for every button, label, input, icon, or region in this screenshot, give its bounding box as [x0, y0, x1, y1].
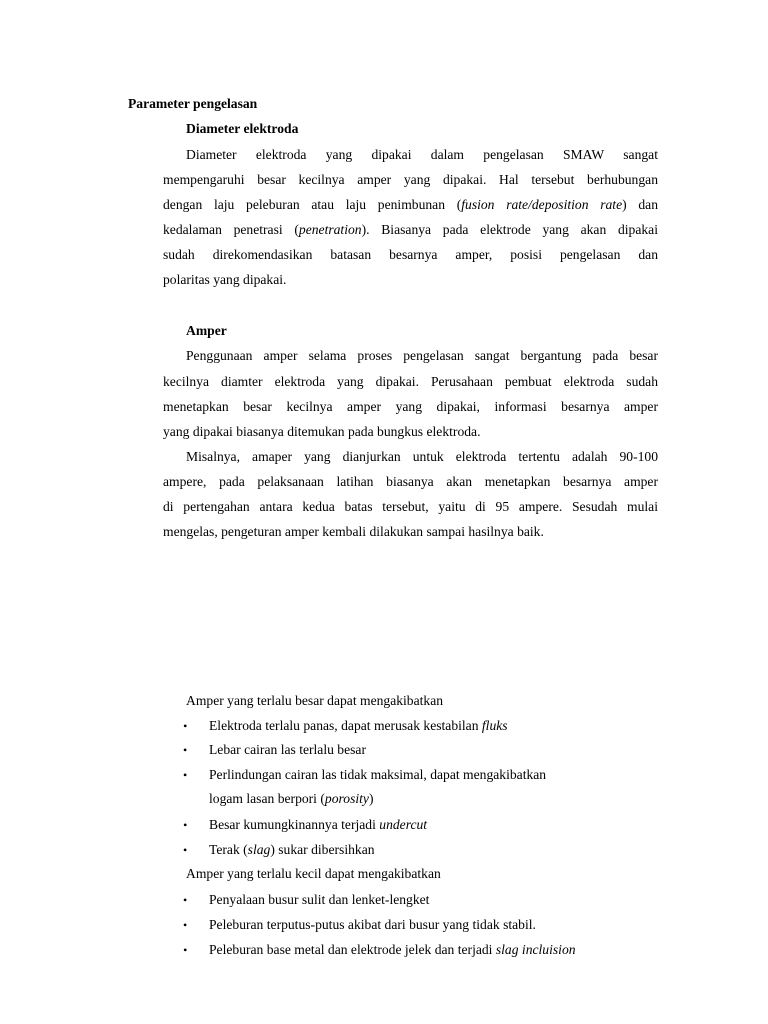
diameter-paragraph-line: sudah direkomendasikan batasan besarnya amper, posisi pengelasan dan [163, 247, 658, 262]
list-item: Peleburan terputus-putus akibat dari busur yang tidak stabil. [209, 917, 536, 932]
list-item [209, 942, 576, 958]
amper-paragraph-line: ampere, pada pelaksanaan latihan biasanya akan menetapkan besarnya amper [163, 474, 658, 489]
amper-paragraph-line: menetapkan besar kecilnya amper yang dipakai, informasi besarnya amper [163, 399, 658, 414]
text-run: Peleburan base metal dan elektrode jelek dan terjadi [209, 942, 496, 957]
diameter-paragraph-line: polaritas yang dipakai. [163, 272, 287, 287]
italic-term: fusion rate/deposition rate [461, 197, 623, 212]
bullet-icon: • [183, 918, 188, 932]
list-item: Penyalaan busur sulit dan lenket-lengket [209, 892, 430, 907]
amper-paragraph-line: kecilnya diamter elektroda yang dipakai. Perusahaan pembuat elektroda sudah [163, 374, 658, 389]
text-run: ). Biasanya pada elektrode yang akan dipakai [361, 222, 658, 237]
list-item: Lebar cairan las terlalu besar [209, 742, 366, 757]
text-run: ) sukar dibersihkan [270, 842, 375, 857]
bullet-icon: • [183, 768, 188, 782]
list-intro-kecil: Amper yang terlalu kecil dapat mengakibatkan [186, 866, 441, 881]
text-run: logam lasan berpori ( [209, 791, 325, 806]
diameter-paragraph-line: mempengaruhi besar kecilnya amper yang dipakai. Hal tersebut berhubungan [163, 172, 658, 187]
list-item [209, 718, 508, 734]
text-run: kedalaman penetrasi ( [163, 222, 299, 237]
text-run: Elektroda terlalu panas, dapat merusak kestabilan [209, 718, 482, 733]
amper-paragraph-line: yang dipakai biasanya ditemukan pada bungkus elektroda. [163, 424, 481, 439]
section-title: Parameter pengelasan [128, 96, 258, 111]
diameter-paragraph-line [163, 197, 658, 213]
italic-term: fluks [481, 718, 508, 733]
list-item [209, 817, 427, 833]
bullet-icon: • [183, 893, 188, 907]
bullet-icon: • [183, 843, 188, 857]
bullet-icon: • [183, 743, 188, 757]
amper-paragraph-line: mengelas, pengeturan amper kembali dilakukan sampai hasilnya baik. [163, 524, 544, 539]
bullet-icon: • [183, 719, 188, 733]
text-run: ) [368, 791, 374, 806]
text-run: ) dan [622, 197, 658, 212]
list-item [209, 842, 375, 858]
italic-term: slag [247, 842, 271, 857]
amper-paragraph-line: Misalnya, amaper yang dianjurkan untuk elektroda tertentu adalah 90-100 [186, 449, 658, 464]
text-run: Terak ( [209, 842, 248, 857]
italic-term: penetration [298, 222, 362, 237]
bullet-icon: • [183, 818, 188, 832]
list-intro-besar: Amper yang terlalu besar dapat mengakibatkan [186, 693, 444, 708]
italic-term: slag incluision [495, 942, 576, 957]
heading-diameter-elektroda: Diameter elektroda [186, 121, 299, 136]
text-run: dengan laju peleburan atau laju penimbunan ( [163, 197, 462, 212]
list-item-continuation [209, 791, 373, 807]
italic-term: undercut [379, 817, 428, 832]
list-item: Perlindungan cairan las tidak maksimal, dapat mengakibatkan [209, 767, 547, 782]
diameter-paragraph-line [163, 222, 658, 238]
text-run: Besar kumungkinannya terjadi [209, 817, 380, 832]
italic-term: porosity [324, 791, 369, 806]
heading-amper: Amper [186, 323, 227, 338]
bullet-icon: • [183, 943, 188, 957]
diameter-paragraph-line: Diameter elektroda yang dipakai dalam pengelasan SMAW sangat [186, 147, 658, 162]
amper-paragraph-line: Penggunaan amper selama proses pengelasan sangat bergantung pada besar [186, 348, 658, 363]
amper-paragraph-line: di pertengahan antara kedua batas tersebut, yaitu di 95 ampere. Sesudah mulai [163, 499, 658, 514]
